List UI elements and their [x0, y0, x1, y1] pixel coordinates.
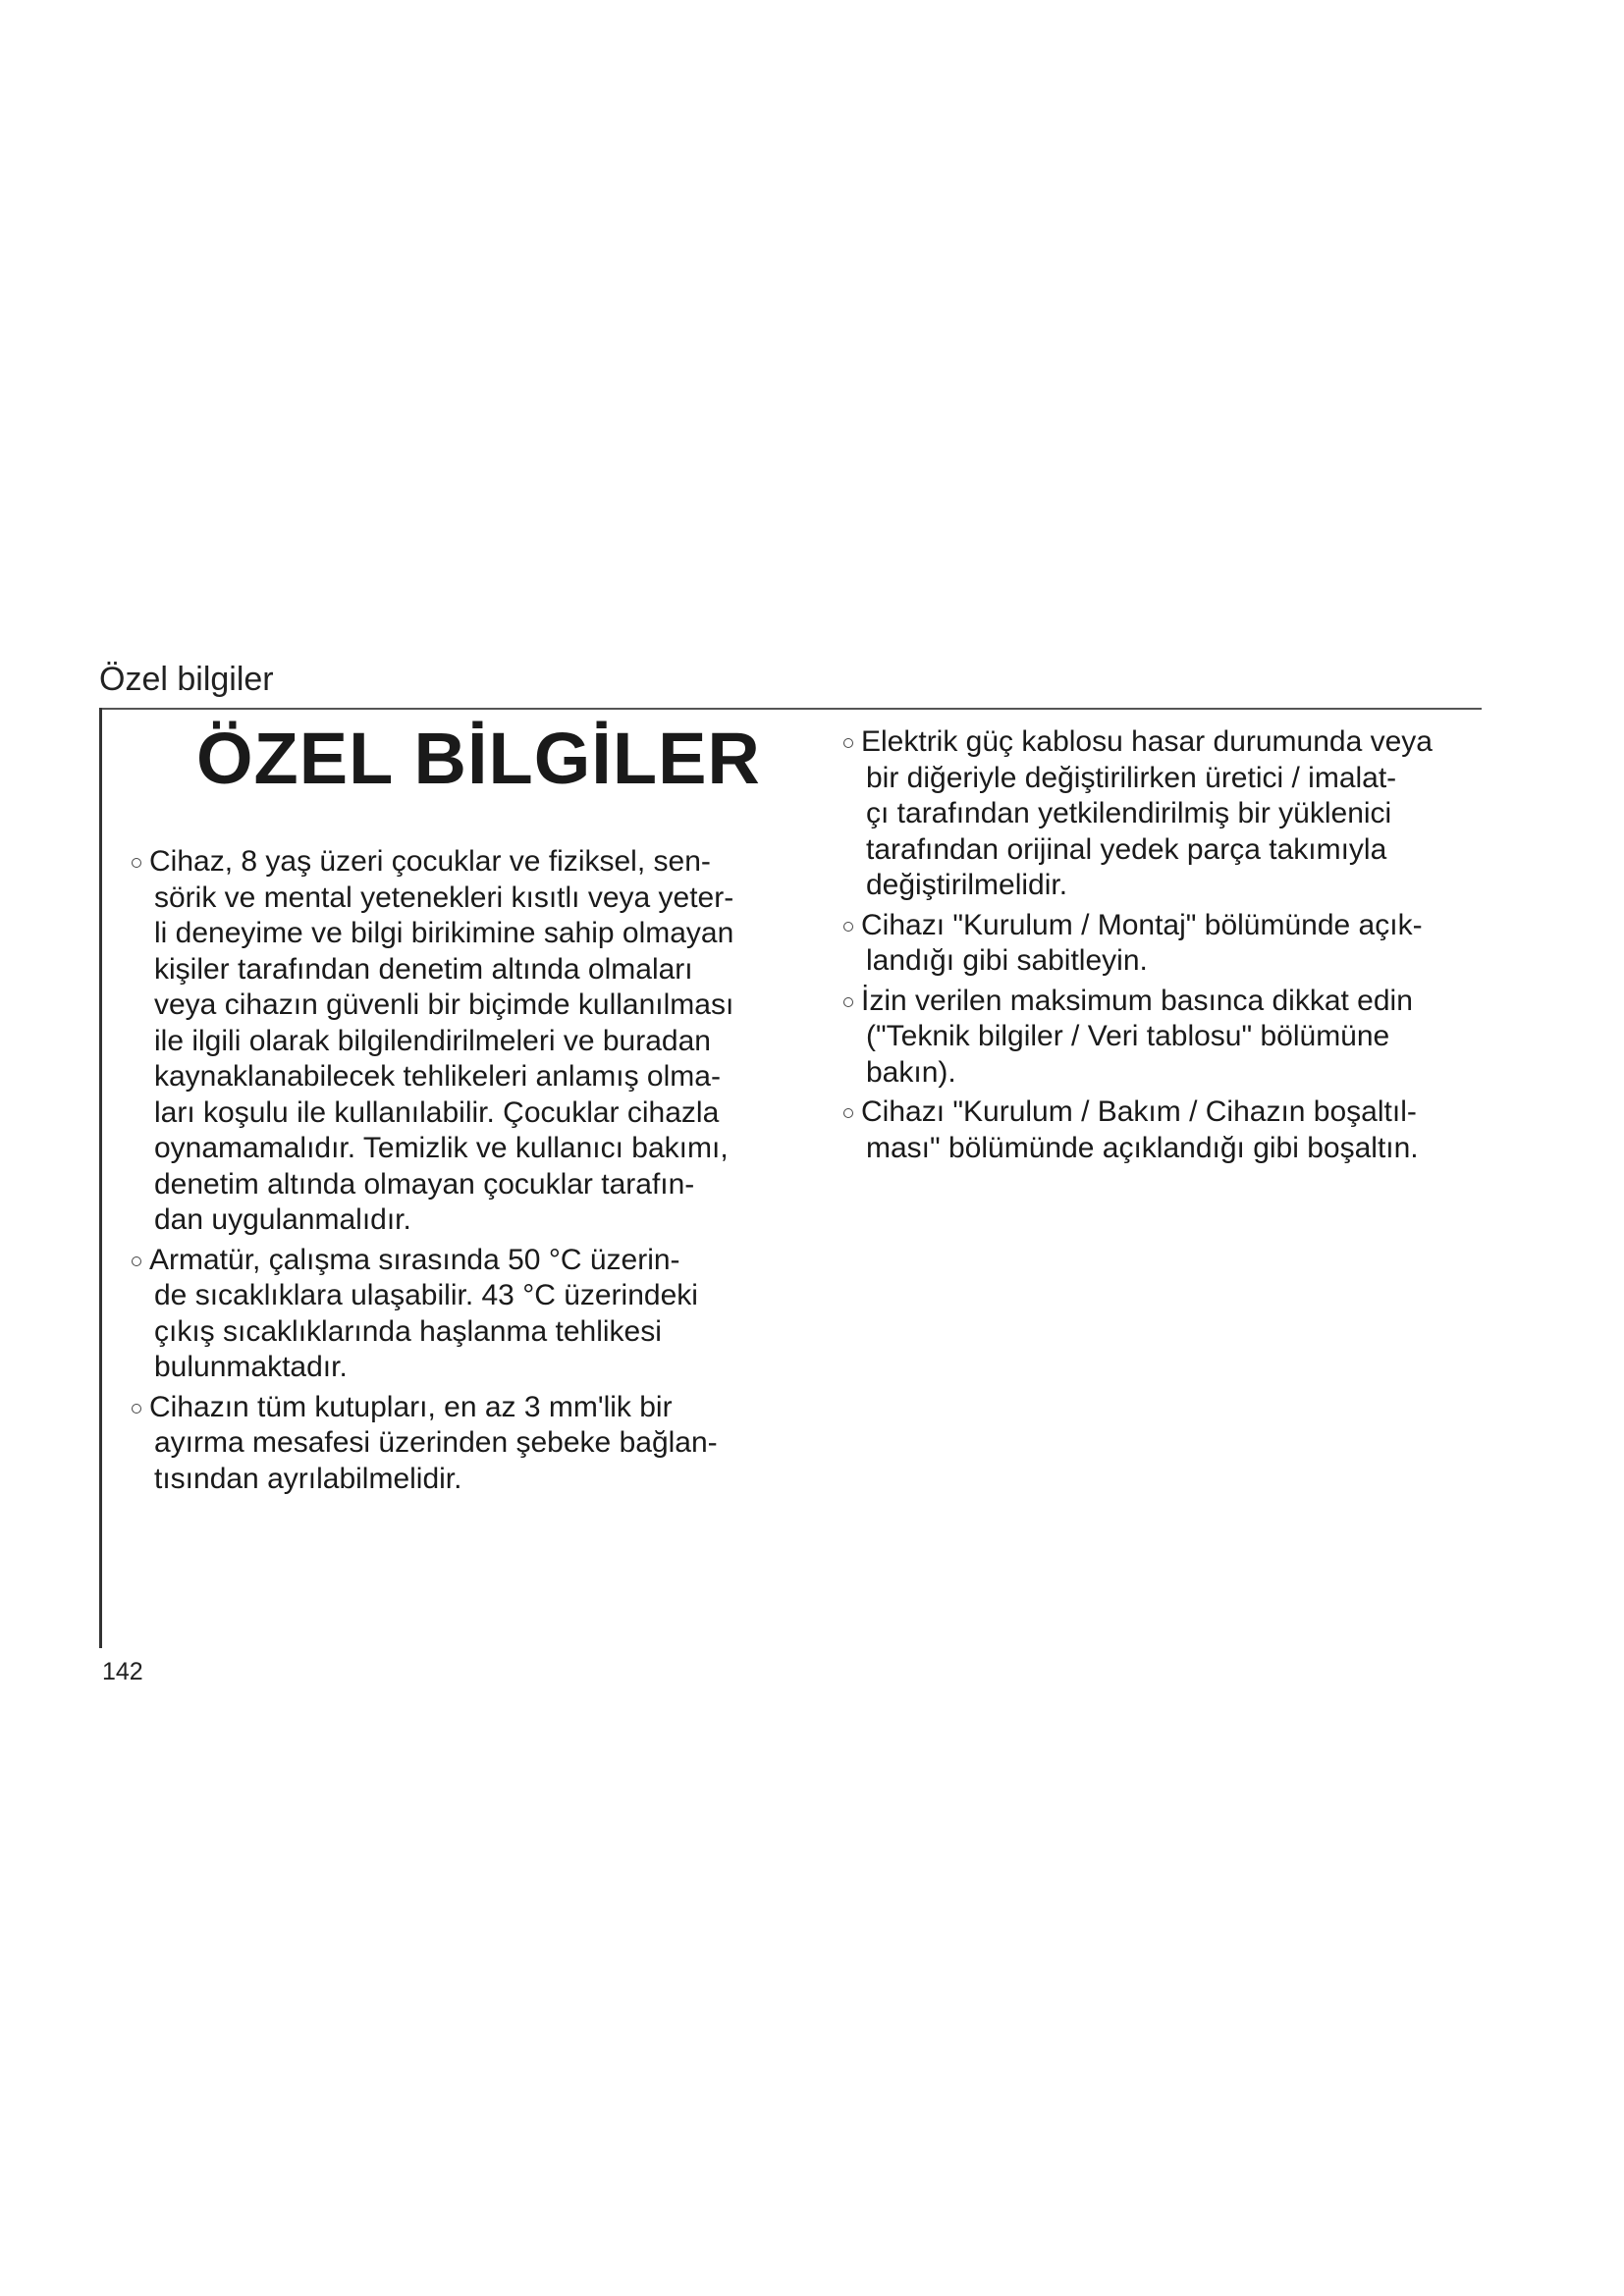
bullet-circle-icon — [132, 858, 141, 868]
bullet-line: ile ilgili olarak bilgilendirilmeleri ve buradan — [154, 1024, 711, 1057]
left-column — [128, 844, 795, 1501]
bullet-line: ları koşulu ile kullanılabilir. Çocuklar cihazla — [154, 1095, 720, 1129]
bullet-line: değiştirilmelidir. — [866, 869, 1068, 901]
bullet-circle-icon — [843, 738, 853, 748]
section-header-title: Özel bilgiler — [99, 661, 274, 698]
header-rule — [99, 708, 1482, 710]
bullet-line: tarafından orijinal yedek parça takımıyla — [866, 832, 1387, 866]
bullet-item-children-usage — [128, 844, 795, 1239]
bullet-item-draining — [839, 1095, 1507, 1166]
bullet-line: li deneyime ve bilgi birikimine sahip olmayan — [154, 917, 734, 949]
bullet-item-temperature — [128, 1243, 795, 1386]
bullet-circle-icon — [843, 1108, 853, 1118]
bullet-line: çıkış sıcaklıklarında haşlanma tehlikesi — [154, 1314, 662, 1348]
bullet-line: dan uygulanmalıdır. — [154, 1203, 411, 1236]
bullet-line: bir diğeriyle değiştirilirken üretici / imalat- — [866, 761, 1397, 794]
bullet-circle-icon — [132, 1256, 141, 1266]
bullet-circle-icon — [843, 997, 853, 1007]
page-heading: ÖZEL BİLGİLER — [196, 718, 761, 799]
bullet-item-max-pressure — [839, 984, 1507, 1092]
bullet-line: sörik ve mental yetenekleri kısıtlı veya yeter- — [154, 881, 734, 914]
bullet-line: bulunmaktadır. — [154, 1351, 348, 1383]
bullet-line: ("Teknik bilgiler / Veri tablosu" bölümüne — [866, 1020, 1390, 1052]
bullet-line: tısından ayrılabilmelidir. — [154, 1462, 462, 1495]
bullet-line: de sıcaklıklara ulaşabilir. 43 °C üzerindeki — [154, 1279, 698, 1311]
bullet-line: kaynaklanabilecek tehlikeleri anlamış olma- — [154, 1060, 721, 1093]
bullet-item-power-cable — [839, 724, 1507, 904]
side-rule — [99, 708, 102, 1648]
bullet-line: bakın). — [866, 1055, 956, 1089]
bullet-line: ması" bölümünde açıklandığı gibi boşaltın. — [866, 1131, 1419, 1164]
bullet-line: Cihazı "Kurulum / Bakım / Cihazın boşaltıl- — [861, 1095, 1417, 1128]
bullet-line: çı tarafından yetkilendirilmiş bir yüklenici — [866, 797, 1392, 829]
page-number: 142 — [102, 1658, 143, 1685]
bullet-circle-icon — [132, 1404, 141, 1414]
bullet-line: oynamamalıdır. Temizlik ve kullanıcı bakımı, — [154, 1132, 729, 1164]
bullet-line: ayırma mesafesi üzerinden şebeke bağlan- — [154, 1426, 718, 1459]
bullet-line: kişiler tarafından denetim altında olmaları — [154, 952, 693, 986]
bullet-circle-icon — [843, 922, 853, 932]
bullet-line: Armatür, çalışma sırasında 50 °C üzerin- — [149, 1243, 680, 1276]
bullet-line: İzin verilen maksimum basınca dikkat edin — [861, 984, 1413, 1017]
bullet-line: Elektrik güç kablosu hasar durumunda veya — [861, 725, 1433, 758]
bullet-line: Cihazın tüm kutupları, en az 3 mm'lik bir — [149, 1390, 673, 1423]
bullet-item-mains-disconnect — [128, 1390, 795, 1498]
bullet-line: denetim altında olmayan çocuklar tarafın- — [154, 1167, 695, 1201]
bullet-line: veya cihazın güvenli bir biçimde kullanılması — [154, 988, 734, 1021]
bullet-line: Cihaz, 8 yaş üzeri çocuklar ve fiziksel, sen- — [149, 845, 711, 878]
bullet-line: Cihazı "Kurulum / Montaj" bölümünde açık- — [861, 908, 1423, 941]
right-column — [839, 724, 1507, 1170]
bullet-line: landığı gibi sabitleyin. — [866, 944, 1148, 977]
bullet-item-mounting — [839, 908, 1507, 980]
